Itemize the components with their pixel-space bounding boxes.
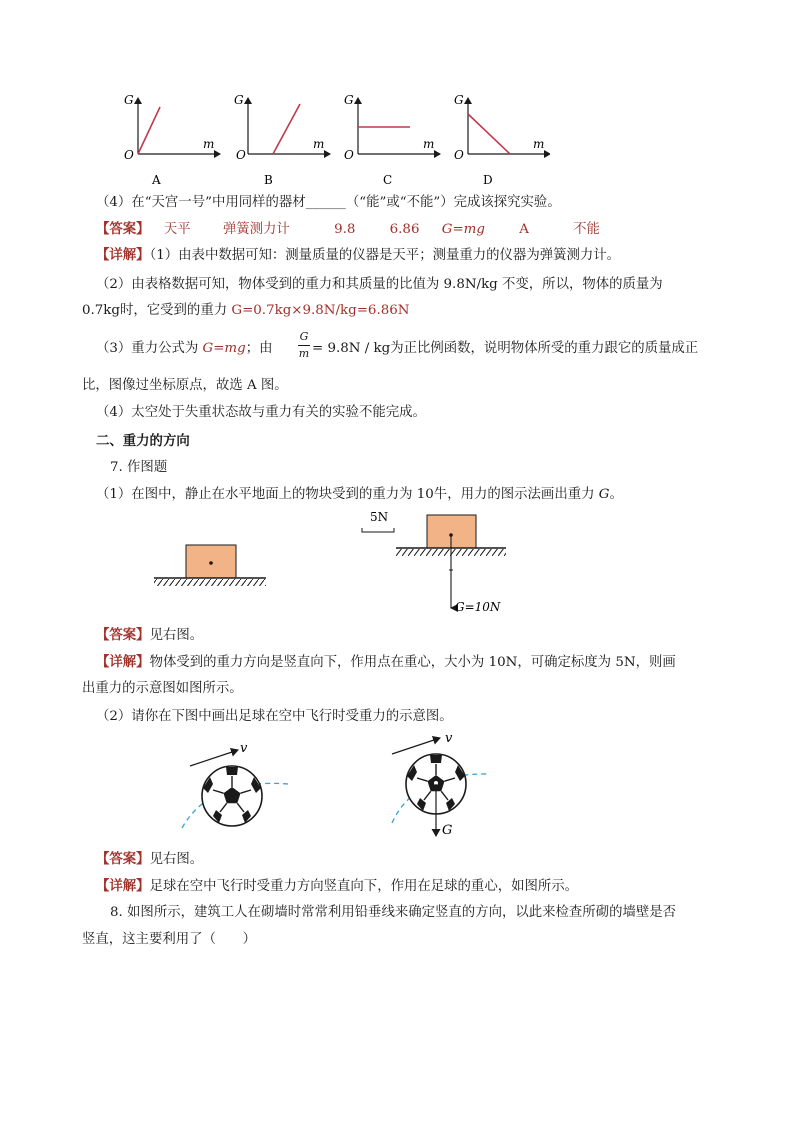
q7-title: 7. 作图题 [110, 460, 168, 475]
detail-1-p1 [96, 246, 620, 265]
graph-b [234, 93, 330, 187]
question-4 [96, 194, 561, 212]
graph-a-origin: O [124, 148, 134, 162]
block-question-figure [154, 545, 266, 586]
answer-1-tag: 【答案】 [96, 221, 150, 237]
ratio-fraction [298, 330, 310, 360]
q7-detail-1a [96, 653, 676, 672]
graph-a-axis-x: m [203, 137, 215, 151]
detail-1-p3b-text: 比，图像过坐标原点，故选 A 图。 [82, 378, 288, 393]
q7-detail-1b [82, 680, 243, 698]
detail-1-p2b [82, 302, 409, 320]
q7-answer-1 [96, 626, 203, 645]
answer-1-item-1: 天平 [163, 222, 191, 237]
graph-d-label: D [483, 173, 493, 187]
q7-detail-2-tag: 【详解】 [96, 878, 150, 894]
q7-detail-1b-text: 出重力的示意图如图所示。 [82, 681, 243, 696]
graph-b-origin: O [236, 148, 246, 162]
detail-1-p1-text: （1）由表中数据可知：测量质量的仪器是天平；测量重力的仪器为弹簧测力计。 [149, 248, 621, 263]
answer-1-item-5: G=mg [441, 222, 485, 237]
section-heading-2: 二、重力的方向 [96, 433, 190, 449]
q7-part1-g: G [598, 487, 610, 502]
q4-blank: ______ [305, 195, 346, 210]
detail-1-p3b [82, 377, 288, 395]
football-answer [392, 731, 490, 838]
answer-1-item-2: 弹簧测力计 [222, 222, 290, 237]
q8-line-2: 竖直，这主要利用了（ ） [82, 932, 257, 947]
q8-line-1: 8. 如图所示，建筑工人在砌墙时常常利用铅垂线来确定竖直的方向，以此来检查所砌的墙壁是否 [110, 905, 677, 920]
q7-part2-text: （2）请你在下图中画出足球在空中飞行时受重力的示意图。 [96, 709, 453, 724]
football-figures [170, 728, 490, 846]
graph-d-axis-x: m [533, 137, 545, 151]
fraction-numerator: G [299, 330, 309, 343]
detail-1-p2b-formula: G=0.7kg×9.8N/kg=6.86N [231, 303, 410, 318]
force-label: G=10N [455, 600, 501, 614]
graph-b-axis-x: m [313, 137, 325, 151]
answer-1 [96, 220, 600, 239]
fraction-denominator: m [298, 347, 310, 360]
graph-a [124, 93, 220, 187]
answer-1-item-6: A [519, 222, 529, 237]
graph-c-label: C [383, 173, 393, 187]
answer-1-item-7: 不能 [573, 222, 600, 237]
graph-b-axis-y: G [234, 93, 244, 107]
graph-c-axis-x: m [423, 137, 435, 151]
detail-1-p2a [96, 276, 663, 294]
graph-b-label: B [264, 173, 273, 187]
q4-prefix: （4）在“天宫一号”中用同样的器材 [96, 195, 306, 210]
football-question [182, 741, 288, 828]
detail-1-p3-mid: ；由 [245, 341, 273, 356]
q7-detail-1-tag: 【详解】 [96, 654, 150, 670]
gravity-label: G [442, 823, 453, 838]
graph-a-label: A [152, 173, 161, 187]
graph-c-axis-y: G [344, 93, 354, 107]
answer-1-item-4: 6.86 [389, 222, 420, 237]
scale-label: 5N [370, 510, 389, 524]
answer-1-item-3: 9.8 [334, 222, 356, 237]
q7-detail-2-text: 足球在空中飞行时受重力方向竖直向下，作用在足球的重心，如图所示。 [149, 879, 579, 894]
q7-detail-1a-text: 物体受到的重力方向是竖直向下，作用点在重心，大小为 10N，可确定标度为 5N，则画 [149, 655, 676, 670]
graph-d-origin: O [454, 148, 464, 162]
detail-1-tag: 【详解】 [96, 247, 150, 263]
q7-part2 [96, 708, 453, 726]
q7-answer-1-tag: 【答案】 [96, 627, 150, 643]
detail-1-p3-formula: G=mg [202, 341, 246, 356]
q7-answer-2-tag: 【答案】 [96, 851, 150, 867]
graph-d-axis-y: G [454, 93, 464, 107]
block-answer-figure [362, 510, 506, 614]
q7-part1-pre: （1）在图中，静止在水平地面上的物块受到的重力为 10牛，用力的图示法画出重力 [96, 487, 599, 502]
detail-1-p3-pre: （3）重力公式为 [96, 341, 203, 356]
detail-1-p4 [96, 404, 426, 422]
q7-answer-2 [96, 850, 203, 869]
graph-c-origin: O [344, 148, 354, 162]
q7-part1 [96, 486, 623, 504]
q7-detail-2 [96, 877, 578, 896]
detail-1-p2b-pre: 0.7kg时，它受到的重力 [82, 303, 232, 318]
q7-part1-end: 。 [609, 487, 623, 502]
velocity-label-left: v [240, 741, 248, 756]
graph-d [454, 93, 550, 187]
detail-1-p2a-text: （2）由表格数据可知，物体受到的重力和其质量的比值为 9.8N/kg 不变，所以，物体的质量为 [96, 277, 663, 292]
graph-options [110, 88, 550, 190]
q7-answer-1-text: 见右图。 [149, 628, 204, 643]
graph-a-axis-y: G [124, 93, 134, 107]
velocity-label-right: v [445, 731, 453, 746]
detail-1-p3-post: = 9.8N / kg为正比例函数，说明物体所受的重力跟它的质量成正 [312, 341, 699, 356]
block-figures [150, 508, 520, 620]
detail-1-p4-text: （4）太空处于失重状态故与重力有关的实验不能完成。 [96, 405, 426, 420]
q7-answer-2-text: 见右图。 [149, 852, 204, 867]
graph-c [344, 93, 440, 187]
q4-suffix: （“能”或“不能”）完成该探究实验。 [345, 195, 561, 210]
